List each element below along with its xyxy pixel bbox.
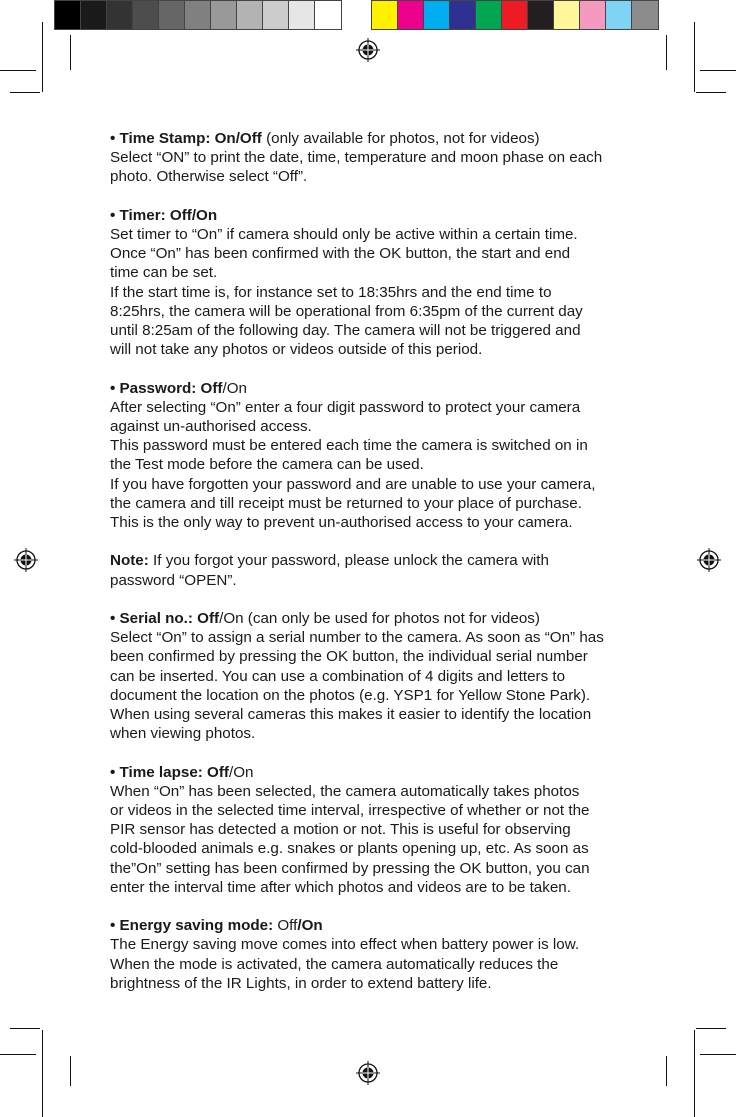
text-line: the camera and till receipt must be returned to your place of purchase. [110, 494, 582, 512]
color-swatch [315, 1, 341, 29]
heading-rest: /On (can only be used for photos not for videos) [219, 610, 540, 628]
section-heading [110, 379, 640, 398]
color-swatch [606, 1, 632, 29]
color-swatch [289, 1, 315, 29]
color-swatch [159, 1, 185, 29]
color-swatch [237, 1, 263, 29]
text-line: When using several cameras this makes it easier to identify the location [110, 706, 592, 724]
heading-bold: • Serial no.: Off [110, 610, 220, 628]
color-swatch [554, 1, 580, 29]
text-line: photo. Otherwise select “Off”. [110, 168, 308, 186]
text-line: If the start time is, for instance set to 18:35hrs and the end time to [110, 283, 552, 301]
process-color-bar [371, 0, 659, 30]
color-swatch [55, 1, 81, 29]
grayscale-color-bar [54, 0, 342, 30]
heading-rest: (only available for photos, not for videos) [261, 130, 540, 147]
text-line: password “OPEN”. [110, 571, 237, 589]
crop-mark [70, 1056, 71, 1086]
section-heading [110, 551, 640, 570]
section-heading [110, 206, 640, 225]
color-swatch [133, 1, 159, 29]
text-line: When the mode is activated, the camera automatically reduces the [110, 955, 559, 973]
crop-mark [666, 35, 667, 70]
registration-mark-icon [356, 1061, 380, 1085]
crop-mark [696, 1028, 726, 1029]
color-swatch [528, 1, 554, 29]
color-swatch [185, 1, 211, 29]
crop-mark [70, 35, 71, 70]
color-swatch [502, 1, 528, 29]
text-line: If you have forgotten your password and are unable to use your camera, [110, 475, 596, 493]
crop-mark [42, 1030, 43, 1117]
registration-mark-icon [697, 548, 721, 572]
heading-rest: /On [222, 379, 247, 397]
text-line: This is the only way to prevent un-authorised access to your camera. [110, 514, 573, 532]
crop-mark [42, 22, 43, 92]
heading-bold: • Timer: Off/On [110, 206, 218, 224]
crop-mark [666, 1056, 667, 1086]
text-line: Select “ON” to print the date, time, temperature and moon phase on each [110, 149, 603, 167]
section-password [110, 379, 640, 533]
text-line: The Energy saving move comes into effect when battery power is low. [110, 936, 580, 954]
crop-mark [10, 92, 40, 93]
text-line: will not take any photos or videos outside of this period. [110, 341, 483, 359]
section-heading [110, 763, 640, 782]
text-line: Select “On” to assign a serial number to the camera. As soon as “On” has [110, 629, 604, 647]
heading-rest: /On [228, 763, 254, 781]
registration-mark-icon [356, 38, 380, 62]
section-note [110, 551, 640, 589]
crop-mark [10, 1028, 40, 1029]
text-line: against un-authorised access. [110, 418, 312, 436]
text-line: time can be set. [110, 264, 218, 282]
text-line: enter the interval time after which photos and videos are to be taken. [110, 878, 571, 896]
color-swatch [424, 1, 450, 29]
heading-tail-bold: /On [297, 917, 323, 935]
heading-bold: • Time Stamp: On/Off [110, 130, 262, 147]
color-swatch [476, 1, 502, 29]
color-swatch [263, 1, 289, 29]
heading-bold: Note: [110, 552, 149, 570]
crop-mark [700, 70, 736, 71]
section-heading [110, 916, 640, 935]
section-serial-no [110, 609, 640, 743]
text-line: PIR sensor has detected a motion or not. This is useful for observing [110, 821, 571, 839]
crop-mark [700, 1054, 736, 1055]
color-swatch [211, 1, 237, 29]
text-line: the Test mode before the camera can be used. [110, 456, 424, 474]
color-swatch [107, 1, 133, 29]
crop-mark [0, 1054, 36, 1055]
heading-rest: Off [273, 917, 298, 935]
text-line: Once “On” has been confirmed with the OK button, the start and end [110, 245, 571, 263]
section-energy-saving [110, 916, 640, 993]
text-line: been confirmed by pressing the OK button, the individual serial number [110, 648, 588, 666]
section-heading [110, 609, 640, 628]
section-heading [110, 129, 640, 148]
text-line: When “On” has been selected, the camera automatically takes photos [110, 782, 580, 800]
registration-mark-icon [14, 548, 38, 572]
heading-bold: • Password: Off [110, 379, 223, 397]
color-swatch [81, 1, 107, 29]
color-swatch [580, 1, 606, 29]
text-line: document the location on the photos (e.g. YSP1 for Yellow Stone Park). [110, 686, 591, 704]
crop-mark [0, 70, 36, 71]
text-line: This password must be entered each time the camera is switched on in [110, 437, 588, 455]
heading-bold: • Energy saving mode: [110, 917, 274, 935]
crop-mark [694, 1030, 695, 1117]
text-line: cold-blooded animals e.g. snakes or plants opening up, etc. As soon as [110, 840, 589, 858]
heading-rest: If you forgot your password, please unlock the camera with [148, 552, 549, 570]
text-line: or videos in the selected time interval, irrespective of whether or not the [110, 802, 590, 820]
color-swatch [372, 1, 398, 29]
section-timer [110, 206, 640, 360]
text-line: the”On” setting has been confirmed by pressing the OK button, you can [110, 859, 590, 877]
section-time-stamp [110, 129, 640, 187]
text-line: After selecting “On” enter a four digit password to protect your camera [110, 398, 581, 416]
crop-mark [694, 22, 695, 92]
text-line: can be inserted. You can use a combination of 4 digits and letters to [110, 667, 566, 685]
color-swatch [632, 1, 658, 29]
color-swatch [398, 1, 424, 29]
text-line: when viewing photos. [110, 725, 256, 743]
heading-bold: • Time lapse: Off [110, 763, 229, 781]
text-line: brightness of the IR Lights, in order to extend battery life. [110, 974, 492, 992]
text-line: Set timer to “On” if camera should only be active within a certain time. [110, 226, 578, 243]
text-line: until 8:25am of the following day. The camera will not be triggered and [110, 322, 581, 340]
text-line: 8:25hrs, the camera will be operational from 6:35pm of the current day [110, 302, 583, 320]
section-time-lapse [110, 763, 640, 897]
color-swatch [450, 1, 476, 29]
manual-content [110, 129, 640, 1012]
crop-mark [696, 92, 726, 93]
